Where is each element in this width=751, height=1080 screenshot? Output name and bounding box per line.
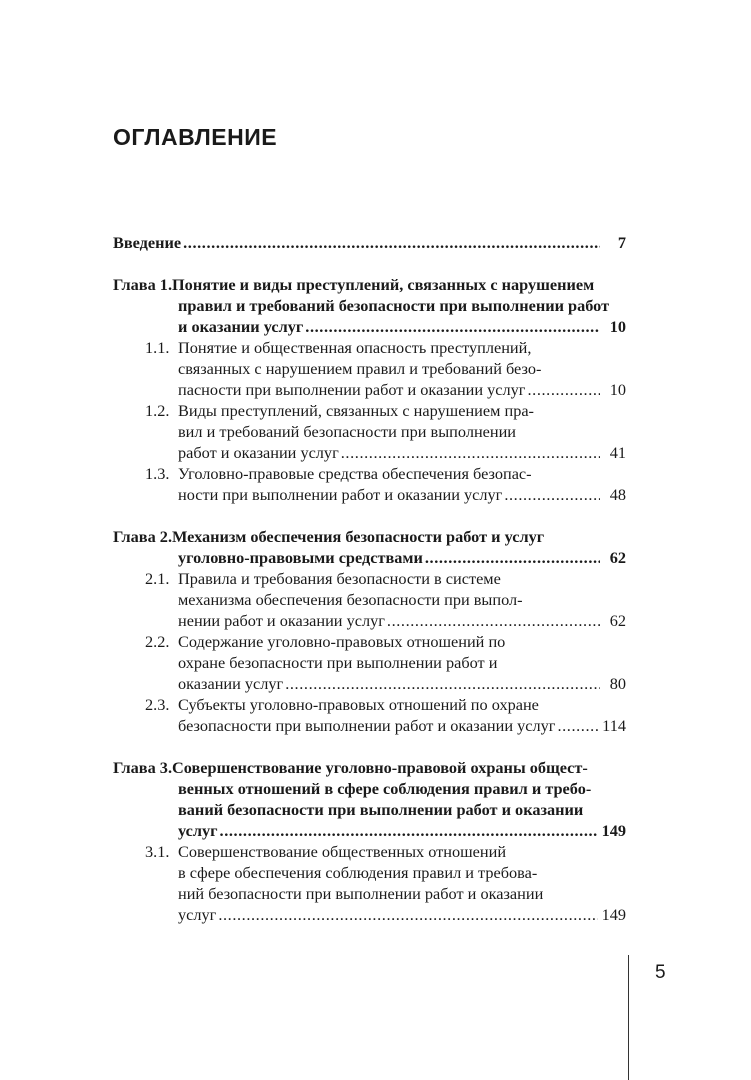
toc-entry-line [113, 421, 626, 442]
toc-entry-text: оказании услуг [178, 674, 284, 693]
toc-entry-line [113, 841, 626, 862]
toc-entry-section[interactable] [113, 463, 626, 505]
toc-entry-text: нении работ и оказании услуг [178, 611, 385, 630]
dot-leader [220, 820, 598, 841]
dot-leader [527, 379, 600, 400]
toc-entry-text: Механизм обеспечения безопасности работ и услуг [172, 527, 545, 546]
dot-leader [387, 610, 600, 631]
toc-entry-chapter[interactable] [113, 757, 626, 841]
toc-entry-line [113, 904, 626, 925]
toc-entry-section[interactable] [113, 337, 626, 400]
toc-entry-text: Правила и требования безопасности в системе [178, 569, 501, 588]
toc-entry-line [113, 757, 626, 778]
toc-entry-line [113, 400, 626, 421]
toc-entry-text: работ и оказании услуг [178, 443, 339, 462]
toc-entry-line [113, 862, 626, 883]
toc-entry-line [113, 547, 626, 568]
toc-entry-text: ваний безопасности при выполнении работ и оказании [178, 800, 584, 819]
toc-entry-text: Содержание уголовно-правовых отношений по [178, 632, 506, 651]
toc-entry-section[interactable] [113, 841, 626, 925]
toc-entry-chapter[interactable] [113, 526, 626, 568]
toc-entry-text: безопасности при выполнении работ и оказании услуг [178, 716, 556, 735]
toc-page-number: 10 [609, 380, 626, 399]
toc-entry-text: Совершенствование уголовно-правовой охраны общест- [172, 758, 588, 777]
toc-page-number: 80 [609, 674, 626, 693]
toc-entry-line [113, 358, 626, 379]
toc-entry-text: Совершенствование общественных отношений [178, 842, 507, 861]
toc-entry-number: 1.1. [145, 338, 170, 357]
page-number: 5 [655, 962, 666, 983]
toc-entry-number: 1.2. [145, 401, 170, 420]
toc-entry-text: правил и требований безопасности при выполнении работ [178, 296, 610, 315]
toc-entry-number: Глава 2. [113, 527, 173, 546]
toc-entry-text: связанных с нарушением правил и требований безо- [178, 359, 542, 378]
page-number-divider [628, 955, 629, 1080]
dot-leader [285, 673, 600, 694]
page-title: ОГЛАВЛЕНИЕ [113, 124, 278, 150]
toc-page-number: 149 [601, 821, 626, 840]
dot-leader [218, 904, 597, 925]
toc-entry-line [113, 589, 626, 610]
toc-page-number: 62 [609, 548, 626, 567]
toc-entry-line [113, 295, 626, 316]
toc-entry-number: 2.1. [145, 569, 170, 588]
dot-leader [557, 715, 598, 736]
toc-page-number: 114 [602, 716, 626, 735]
toc-entry-number: 1.3. [145, 464, 170, 483]
toc-page-number: 10 [609, 317, 626, 336]
toc-entry-text: Понятие и общественная опасность преступлений, [178, 338, 532, 357]
toc-entry-text: в сфере обеспечения соблюдения правил и требова- [178, 863, 538, 882]
toc-entry-number: 2.2. [145, 632, 170, 651]
toc-entry-line [113, 379, 626, 400]
toc-entry-intro[interactable] [113, 232, 626, 253]
toc-entry-line [113, 631, 626, 652]
dot-leader [183, 232, 600, 253]
toc-entry-line [113, 232, 626, 253]
toc-entry-text: Виды преступлений, связанных с нарушением пра- [178, 401, 534, 420]
toc-entry-line [113, 316, 626, 337]
toc-entry-section[interactable] [113, 694, 626, 736]
toc-page-number: 41 [609, 443, 626, 462]
dot-leader [504, 484, 600, 505]
toc-entry-text: пасности при выполнении работ и оказании услуг [178, 380, 526, 399]
toc-entry-line [113, 673, 626, 694]
toc-entry-text: ности при выполнении работ и оказании услуг [178, 485, 503, 504]
toc-entry-line [113, 610, 626, 631]
toc-entry-number: 2.3. [145, 695, 170, 714]
toc-entry-text: вил и требований безопасности при выполнении [178, 422, 517, 441]
toc-entry-line [113, 652, 626, 673]
toc-entry-number: Глава 3. [113, 758, 173, 777]
spacer [113, 253, 626, 274]
toc-page-number: 62 [609, 611, 626, 630]
toc-entry-line [113, 568, 626, 589]
toc-entry-text: охране безопасности при выполнении работ и [178, 653, 498, 672]
toc-entry-text: венных отношений в сфере соблюдения правил и требо- [178, 779, 592, 798]
toc-entry-text: и оказании услуг [178, 317, 304, 336]
toc-entry-text: уголовно-правовыми средствами [178, 548, 423, 567]
dot-leader [305, 316, 600, 337]
dot-leader [425, 547, 600, 568]
toc-entry-text: ний безопасности при выполнении работ и оказании [178, 884, 544, 903]
toc-entry-line [113, 442, 626, 463]
toc-page-number: 149 [601, 905, 626, 924]
toc-entry-line [113, 778, 626, 799]
toc-page-number: 7 [617, 233, 626, 252]
toc-entry-section[interactable] [113, 568, 626, 631]
toc-entry-line [113, 820, 626, 841]
spacer [113, 736, 626, 757]
toc-entry-line [113, 715, 626, 736]
toc-entry-line [113, 694, 626, 715]
toc-entry-line [113, 526, 626, 547]
toc-entry-text: Уголовно-правовые средства обеспечения безопас- [178, 464, 532, 483]
toc-entry-line [113, 484, 626, 505]
toc-entry-number: 3.1. [145, 842, 170, 861]
toc-entry-text: Субъекты уголовно-правовых отношений по охране [178, 695, 539, 714]
toc-entry-text: Введение [113, 233, 182, 252]
toc-entry-line [113, 799, 626, 820]
toc-entry-line [113, 463, 626, 484]
toc-entry-line [113, 274, 626, 295]
toc-entry-line [113, 337, 626, 358]
toc-entry-text: услуг [178, 905, 217, 924]
table-of-contents [113, 232, 626, 925]
toc-entry-line [113, 883, 626, 904]
toc-entry-chapter[interactable] [113, 274, 626, 337]
toc-entry-text: услуг [178, 821, 218, 840]
spacer [113, 505, 626, 526]
dot-leader [341, 442, 600, 463]
toc-entry-text: Понятие и виды преступлений, связанных с нарушением [172, 275, 595, 294]
toc-entry-text: механизма обеспечения безопасности при выпол- [178, 590, 523, 609]
toc-page-number: 48 [609, 485, 626, 504]
toc-entry-section[interactable] [113, 400, 626, 463]
toc-entry-number: Глава 1. [113, 275, 173, 294]
toc-entry-section[interactable] [113, 631, 626, 694]
